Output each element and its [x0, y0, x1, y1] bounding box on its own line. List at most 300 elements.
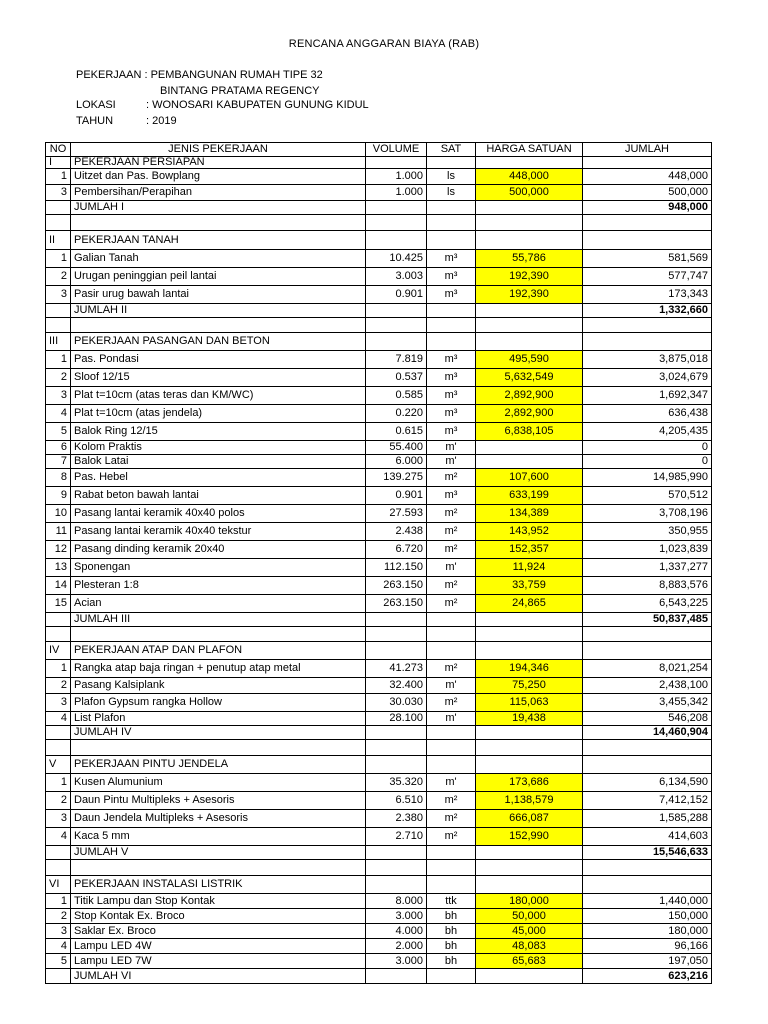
- cell-jenis-pekerjaan: Pasir urug bawah lantai: [71, 286, 366, 304]
- cell-no: 4: [46, 405, 71, 423]
- cell-harga-satuan: [476, 846, 583, 860]
- cell-jenis-pekerjaan: JUMLAH IV: [71, 726, 366, 740]
- cell-jumlah: 8,883,576: [583, 577, 712, 595]
- cell-sat: m²: [427, 469, 476, 487]
- cell-no: 1: [46, 351, 71, 369]
- cell-jumlah: 1,337,277: [583, 559, 712, 577]
- cell-harga-satuan: 115,063: [476, 694, 583, 712]
- cell-jenis-pekerjaan: [71, 318, 366, 333]
- blank-row: [46, 215, 712, 231]
- cell-no: [46, 318, 71, 333]
- cell-harga-satuan: 24,865: [476, 595, 583, 613]
- lokasi-label: LOKASI: [76, 99, 116, 111]
- section-row: [46, 876, 712, 894]
- cell-no: 4: [46, 828, 71, 846]
- table-header-row: [46, 143, 712, 157]
- cell-harga-satuan: 11,924: [476, 559, 583, 577]
- table-row: [46, 694, 712, 712]
- lokasi-value: : WONOSARI KABUPATEN GUNUNG KIDUL: [146, 99, 369, 111]
- cell-harga-satuan: 33,759: [476, 577, 583, 595]
- cell-sat: m³: [427, 423, 476, 441]
- cell-volume: 3.000: [366, 954, 427, 969]
- cell-harga-satuan: 666,087: [476, 810, 583, 828]
- cell-harga-satuan: 19,438: [476, 712, 583, 726]
- cell-sat: bh: [427, 924, 476, 939]
- cell-sat: [427, 201, 476, 215]
- cell-jumlah: [583, 157, 712, 169]
- cell-no: II: [46, 231, 71, 250]
- cell-sat: bh: [427, 939, 476, 954]
- table-row: [46, 469, 712, 487]
- blank-row: [46, 740, 712, 756]
- cell-jenis-pekerjaan: Pembersihan/Perapihan: [71, 185, 366, 201]
- cell-jumlah: 50,837,485: [583, 613, 712, 627]
- cell-no: 8: [46, 469, 71, 487]
- cell-sat: [427, 726, 476, 740]
- cell-jumlah: 3,024,679: [583, 369, 712, 387]
- cell-sat: m²: [427, 541, 476, 559]
- table-row: [46, 792, 712, 810]
- cell-jenis-pekerjaan: Uitzet dan Pas. Bowplang: [71, 169, 366, 185]
- header-jumlah: JUMLAH: [583, 143, 712, 157]
- cell-jumlah: 570,512: [583, 487, 712, 505]
- cell-jumlah: [583, 876, 712, 894]
- cell-jenis-pekerjaan: JUMLAH II: [71, 304, 366, 318]
- cell-sat: m²: [427, 810, 476, 828]
- cell-jumlah: 14,460,904: [583, 726, 712, 740]
- cell-harga-satuan: 180,000: [476, 894, 583, 909]
- cell-harga-satuan: [476, 318, 583, 333]
- cell-harga-satuan: [476, 441, 583, 455]
- cell-jenis-pekerjaan: Lampu LED 7W: [71, 954, 366, 969]
- cell-harga-satuan: 192,390: [476, 268, 583, 286]
- cell-jenis-pekerjaan: Daun Pintu Multipleks + Asesoris: [71, 792, 366, 810]
- cell-no: 2: [46, 792, 71, 810]
- cell-no: [46, 215, 71, 231]
- cell-jumlah: [583, 740, 712, 756]
- cell-no: I: [46, 157, 71, 169]
- cell-volume: 1.000: [366, 185, 427, 201]
- cell-jumlah: [583, 860, 712, 876]
- cell-jenis-pekerjaan: Pasang lantai keramik 40x40 polos: [71, 505, 366, 523]
- cell-volume: 10.425: [366, 250, 427, 268]
- cell-volume: [366, 318, 427, 333]
- section-row: [46, 756, 712, 774]
- section-row: [46, 157, 712, 169]
- cell-no: 11: [46, 523, 71, 541]
- cell-harga-satuan: [476, 627, 583, 642]
- cell-jenis-pekerjaan: Sloof 12/15: [71, 369, 366, 387]
- cell-harga-satuan: [476, 231, 583, 250]
- cell-jumlah: 500,000: [583, 185, 712, 201]
- table-row: [46, 455, 712, 469]
- cell-volume: 263.150: [366, 577, 427, 595]
- cell-no: [46, 969, 71, 984]
- section-row: [46, 333, 712, 351]
- cell-jenis-pekerjaan: Pasang Kalsiplank: [71, 678, 366, 694]
- cell-harga-satuan: [476, 726, 583, 740]
- cell-no: [46, 613, 71, 627]
- cell-jenis-pekerjaan: Kolom Praktis: [71, 441, 366, 455]
- cell-sat: m²: [427, 577, 476, 595]
- cell-harga-satuan: [476, 201, 583, 215]
- cell-jumlah: 1,332,660: [583, 304, 712, 318]
- pekerjaan-label: PEKERJAAN : PEMBANGUNAN RUMAH TIPE 32: [76, 69, 323, 81]
- cell-jumlah: 3,875,018: [583, 351, 712, 369]
- cell-harga-satuan: [476, 969, 583, 984]
- cell-no: 5: [46, 954, 71, 969]
- cell-jenis-pekerjaan: Plat t=10cm (atas teras dan KM/WC): [71, 387, 366, 405]
- cell-volume: [366, 642, 427, 660]
- cell-harga-satuan: 107,600: [476, 469, 583, 487]
- table-row: [46, 577, 712, 595]
- cell-sat: [427, 627, 476, 642]
- cell-sat: m': [427, 712, 476, 726]
- table-row: [46, 487, 712, 505]
- cell-harga-satuan: [476, 613, 583, 627]
- cell-harga-satuan: 192,390: [476, 286, 583, 304]
- cell-volume: 3.000: [366, 909, 427, 924]
- cell-sat: [427, 876, 476, 894]
- blank-row: [46, 627, 712, 642]
- cell-harga-satuan: 448,000: [476, 169, 583, 185]
- header-harga-satuan: HARGA SATUAN: [476, 143, 583, 157]
- table-row: [46, 774, 712, 792]
- tahun-label: TAHUN: [76, 115, 114, 127]
- cell-sat: [427, 846, 476, 860]
- cell-no: 10: [46, 505, 71, 523]
- total-row: [46, 846, 712, 860]
- cell-jenis-pekerjaan: Sponengan: [71, 559, 366, 577]
- cell-jumlah: 636,438: [583, 405, 712, 423]
- cell-harga-satuan: 173,686: [476, 774, 583, 792]
- cell-no: 1: [46, 250, 71, 268]
- cell-no: 3: [46, 694, 71, 712]
- section-row: [46, 231, 712, 250]
- cell-harga-satuan: 500,000: [476, 185, 583, 201]
- cell-jenis-pekerjaan: JUMLAH VI: [71, 969, 366, 984]
- cell-no: 2: [46, 678, 71, 694]
- cell-harga-satuan: [476, 756, 583, 774]
- cell-volume: 55.400: [366, 441, 427, 455]
- cell-harga-satuan: [476, 740, 583, 756]
- cell-volume: 4.000: [366, 924, 427, 939]
- cell-jenis-pekerjaan: Rabat beton bawah lantai: [71, 487, 366, 505]
- cell-harga-satuan: [476, 157, 583, 169]
- cell-harga-satuan: 134,389: [476, 505, 583, 523]
- cell-volume: 3.003: [366, 268, 427, 286]
- cell-sat: m': [427, 774, 476, 792]
- cell-volume: [366, 756, 427, 774]
- cell-harga-satuan: 2,892,900: [476, 405, 583, 423]
- cell-sat: m': [427, 441, 476, 455]
- cell-jenis-pekerjaan: Balok Ring 12/15: [71, 423, 366, 441]
- cell-no: 3: [46, 286, 71, 304]
- pekerjaan-line-2: [160, 85, 320, 97]
- cell-jumlah: 948,000: [583, 201, 712, 215]
- cell-no: 3: [46, 810, 71, 828]
- cell-jenis-pekerjaan: Galian Tanah: [71, 250, 366, 268]
- cell-volume: 0.585: [366, 387, 427, 405]
- cell-harga-satuan: 48,083: [476, 939, 583, 954]
- cell-volume: 1.000: [366, 169, 427, 185]
- cell-volume: 6.000: [366, 455, 427, 469]
- cell-no: 1: [46, 169, 71, 185]
- cell-no: [46, 740, 71, 756]
- cell-jenis-pekerjaan: JUMLAH V: [71, 846, 366, 860]
- cell-no: [46, 726, 71, 740]
- cell-harga-satuan: 1,138,579: [476, 792, 583, 810]
- table-row: [46, 559, 712, 577]
- cell-harga-satuan: [476, 333, 583, 351]
- cell-harga-satuan: [476, 876, 583, 894]
- cell-jumlah: 546,208: [583, 712, 712, 726]
- cell-sat: ls: [427, 185, 476, 201]
- cell-jumlah: 3,455,342: [583, 694, 712, 712]
- cell-jumlah: [583, 318, 712, 333]
- cell-sat: ttk: [427, 894, 476, 909]
- header-volume: VOLUME: [366, 143, 427, 157]
- cell-volume: 7.819: [366, 351, 427, 369]
- cell-volume: 27.593: [366, 505, 427, 523]
- cell-volume: 2.000: [366, 939, 427, 954]
- cell-sat: m³: [427, 250, 476, 268]
- document-title: RENCANA ANGGARAN BIAYA (RAB): [288, 38, 480, 50]
- cell-harga-satuan: 194,346: [476, 660, 583, 678]
- cell-sat: [427, 756, 476, 774]
- cell-jumlah: 414,603: [583, 828, 712, 846]
- cell-sat: m': [427, 559, 476, 577]
- cell-jumlah: 350,955: [583, 523, 712, 541]
- cell-no: 2: [46, 909, 71, 924]
- cell-volume: 28.100: [366, 712, 427, 726]
- cell-harga-satuan: 45,000: [476, 924, 583, 939]
- cell-no: 3: [46, 185, 71, 201]
- section-row: [46, 642, 712, 660]
- cell-jenis-pekerjaan: Plat t=10cm (atas jendela): [71, 405, 366, 423]
- cell-no: 1: [46, 774, 71, 792]
- cell-sat: m³: [427, 487, 476, 505]
- cell-jumlah: 8,021,254: [583, 660, 712, 678]
- cell-jenis-pekerjaan: Pas. Hebel: [71, 469, 366, 487]
- cell-no: 12: [46, 541, 71, 559]
- cell-jenis-pekerjaan: PEKERJAAN PERSIAPAN: [71, 157, 366, 169]
- cell-volume: [366, 157, 427, 169]
- table-row: [46, 954, 712, 969]
- cell-harga-satuan: 495,590: [476, 351, 583, 369]
- cell-volume: [366, 201, 427, 215]
- cell-volume: 2.438: [366, 523, 427, 541]
- blank-row: [46, 318, 712, 333]
- total-row: [46, 613, 712, 627]
- cell-sat: bh: [427, 909, 476, 924]
- cell-no: 4: [46, 712, 71, 726]
- cell-sat: m': [427, 455, 476, 469]
- cell-volume: 0.901: [366, 487, 427, 505]
- table-row: [46, 185, 712, 201]
- cell-jenis-pekerjaan: [71, 215, 366, 231]
- cell-no: 1: [46, 660, 71, 678]
- cell-jumlah: 0: [583, 455, 712, 469]
- cell-jumlah: 0: [583, 441, 712, 455]
- cell-volume: [366, 627, 427, 642]
- cell-jumlah: 7,412,152: [583, 792, 712, 810]
- cell-jumlah: 3,708,196: [583, 505, 712, 523]
- cell-jumlah: 197,050: [583, 954, 712, 969]
- cell-volume: [366, 333, 427, 351]
- cell-harga-satuan: 65,683: [476, 954, 583, 969]
- cell-sat: [427, 231, 476, 250]
- table-row: [46, 250, 712, 268]
- cell-harga-satuan: 633,199: [476, 487, 583, 505]
- cell-no: [46, 860, 71, 876]
- cell-no: 4: [46, 939, 71, 954]
- cell-volume: 8.000: [366, 894, 427, 909]
- cell-volume: [366, 231, 427, 250]
- cell-volume: 0.901: [366, 286, 427, 304]
- cell-no: 14: [46, 577, 71, 595]
- cell-jenis-pekerjaan: Balok Latai: [71, 455, 366, 469]
- cell-volume: 263.150: [366, 595, 427, 613]
- cell-volume: 0.220: [366, 405, 427, 423]
- cell-no: 7: [46, 455, 71, 469]
- cell-no: 15: [46, 595, 71, 613]
- cell-jumlah: [583, 333, 712, 351]
- cell-jumlah: 96,166: [583, 939, 712, 954]
- cell-harga-satuan: 6,838,105: [476, 423, 583, 441]
- lokasi-line: [76, 99, 369, 111]
- cell-volume: [366, 969, 427, 984]
- cell-jumlah: 1,023,839: [583, 541, 712, 559]
- cell-no: [46, 846, 71, 860]
- total-row: [46, 726, 712, 740]
- table-row: [46, 909, 712, 924]
- cell-jenis-pekerjaan: Kaca 5 mm: [71, 828, 366, 846]
- cell-jumlah: 448,000: [583, 169, 712, 185]
- cell-sat: m³: [427, 286, 476, 304]
- table-row: [46, 924, 712, 939]
- table-row: [46, 286, 712, 304]
- cell-jenis-pekerjaan: JUMLAH III: [71, 613, 366, 627]
- cell-jenis-pekerjaan: List Plafon: [71, 712, 366, 726]
- table-row: [46, 423, 712, 441]
- cell-jumlah: 1,692,347: [583, 387, 712, 405]
- cell-no: IV: [46, 642, 71, 660]
- cell-jenis-pekerjaan: Pas. Pondasi: [71, 351, 366, 369]
- cell-jenis-pekerjaan: Pasang dinding keramik 20x40: [71, 541, 366, 559]
- table-row: [46, 712, 712, 726]
- header-sat: SAT: [427, 143, 476, 157]
- cell-jumlah: 4,205,435: [583, 423, 712, 441]
- cell-harga-satuan: 50,000: [476, 909, 583, 924]
- table-row: [46, 387, 712, 405]
- cell-harga-satuan: [476, 215, 583, 231]
- cell-jumlah: [583, 627, 712, 642]
- cell-jenis-pekerjaan: Rangka atap baja ringan + penutup atap metal: [71, 660, 366, 678]
- cell-volume: 2.710: [366, 828, 427, 846]
- cell-harga-satuan: 2,892,900: [476, 387, 583, 405]
- table-row: [46, 505, 712, 523]
- cell-no: 1: [46, 894, 71, 909]
- cell-jumlah: [583, 642, 712, 660]
- cell-no: V: [46, 756, 71, 774]
- cell-sat: m²: [427, 595, 476, 613]
- cell-harga-satuan: [476, 455, 583, 469]
- cell-volume: [366, 613, 427, 627]
- cell-volume: 32.400: [366, 678, 427, 694]
- table-row: [46, 405, 712, 423]
- cell-jumlah: 2,438,100: [583, 678, 712, 694]
- table-row: [46, 595, 712, 613]
- cell-jumlah: 150,000: [583, 909, 712, 924]
- cell-sat: m': [427, 678, 476, 694]
- cell-volume: [366, 304, 427, 318]
- cell-volume: 0.615: [366, 423, 427, 441]
- cell-jumlah: 180,000: [583, 924, 712, 939]
- cell-sat: m³: [427, 405, 476, 423]
- cell-jumlah: 1,585,288: [583, 810, 712, 828]
- table-row: [46, 169, 712, 185]
- cell-sat: [427, 333, 476, 351]
- cell-sat: m³: [427, 268, 476, 286]
- cell-volume: [366, 215, 427, 231]
- cell-volume: 0.537: [366, 369, 427, 387]
- cell-jenis-pekerjaan: Plafon Gypsum rangka Hollow: [71, 694, 366, 712]
- cell-jenis-pekerjaan: Pasang lantai keramik 40x40 tekstur: [71, 523, 366, 541]
- cell-sat: [427, 860, 476, 876]
- cell-sat: [427, 157, 476, 169]
- cell-sat: [427, 304, 476, 318]
- cell-jenis-pekerjaan: Stop Kontak Ex. Broco: [71, 909, 366, 924]
- cell-jenis-pekerjaan: Plesteran 1:8: [71, 577, 366, 595]
- rab-table: [45, 142, 712, 984]
- cell-no: 3: [46, 924, 71, 939]
- cell-sat: m²: [427, 828, 476, 846]
- header-no: NO: [46, 143, 71, 157]
- cell-jumlah: 581,569: [583, 250, 712, 268]
- table-row: [46, 894, 712, 909]
- cell-volume: 35.320: [366, 774, 427, 792]
- cell-volume: 139.275: [366, 469, 427, 487]
- cell-sat: m³: [427, 387, 476, 405]
- header-jenis-pekerjaan: JENIS PEKERJAAN: [71, 143, 366, 157]
- total-row: [46, 201, 712, 215]
- cell-sat: [427, 318, 476, 333]
- cell-jumlah: [583, 231, 712, 250]
- table-row: [46, 441, 712, 455]
- cell-sat: [427, 642, 476, 660]
- cell-no: 3: [46, 387, 71, 405]
- cell-no: 2: [46, 268, 71, 286]
- tahun-value: : 2019: [146, 115, 177, 127]
- cell-volume: 30.030: [366, 694, 427, 712]
- total-row: [46, 969, 712, 984]
- cell-volume: 112.150: [366, 559, 427, 577]
- cell-jumlah: 15,546,633: [583, 846, 712, 860]
- cell-jumlah: [583, 756, 712, 774]
- blank-row: [46, 860, 712, 876]
- cell-no: 13: [46, 559, 71, 577]
- table-row: [46, 828, 712, 846]
- total-row: [46, 304, 712, 318]
- cell-jenis-pekerjaan: PEKERJAAN PINTU JENDELA: [71, 756, 366, 774]
- table-row: [46, 678, 712, 694]
- cell-jenis-pekerjaan: PEKERJAAN PASANGAN DAN BETON: [71, 333, 366, 351]
- cell-jenis-pekerjaan: Saklar Ex. Broco: [71, 924, 366, 939]
- cell-no: 9: [46, 487, 71, 505]
- cell-sat: [427, 215, 476, 231]
- tahun-line: [76, 115, 177, 127]
